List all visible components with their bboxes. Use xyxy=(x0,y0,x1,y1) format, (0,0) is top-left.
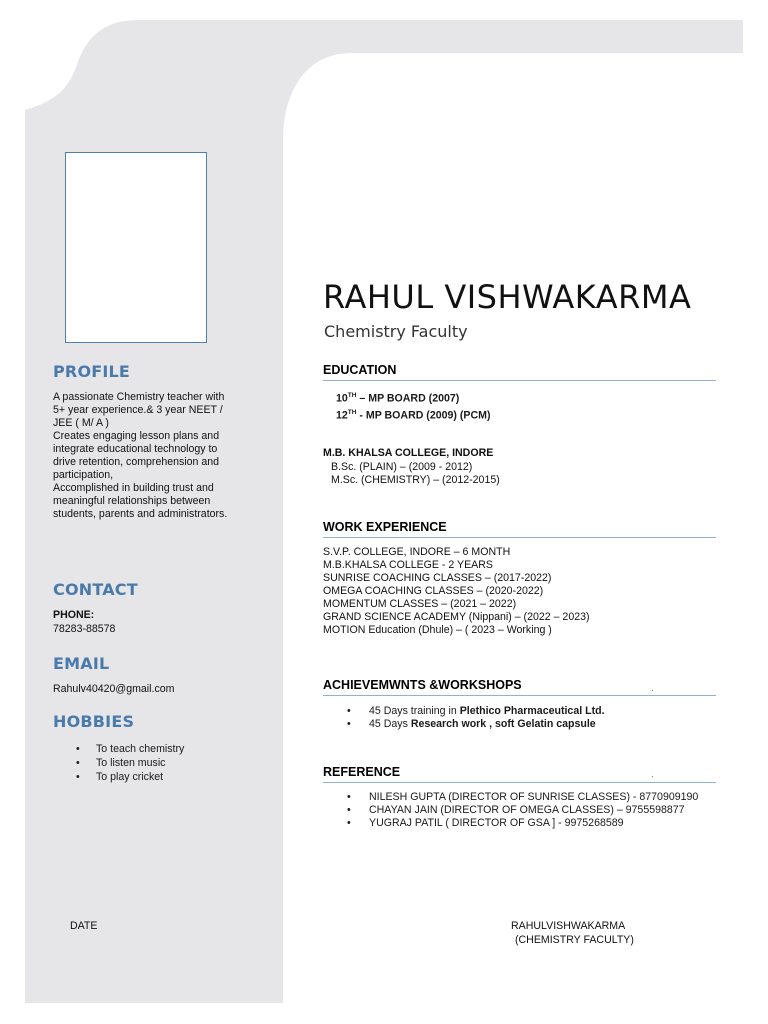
signature-role: (CHEMISTRY FACULTY) xyxy=(515,934,634,946)
profile-line: Accomplished in building trust and xyxy=(53,482,214,494)
hobbies-list xyxy=(72,742,184,784)
hobby-item: • To listen music xyxy=(72,756,184,770)
college-name: M.B. KHALSA COLLEGE, INDORE xyxy=(323,447,494,459)
work-item: MOMENTUM CLASSES – (2021 – 2022) xyxy=(323,598,517,610)
reference-heading: REFERENCE xyxy=(323,765,716,783)
achievement-item: • 45 Days Research work , soft Gelatin capsule xyxy=(345,718,605,731)
school-list xyxy=(336,389,490,422)
candidate-name: RAHUL VISHWAKARMA xyxy=(323,278,692,316)
profile-line: students, parents and administrators. xyxy=(53,508,228,520)
work-item: SUNRISE COACHING CLASSES – (2017-2022) xyxy=(323,572,552,584)
photo-placeholder xyxy=(65,152,207,343)
profile-line: 5+ year experience.& 3 year NEET / xyxy=(53,404,223,416)
work-item: OMEGA COACHING CLASSES – (2020-2022) xyxy=(323,585,544,597)
email-heading: EMAIL xyxy=(53,654,110,673)
profile-line: drive retention, comprehension and xyxy=(53,456,220,468)
hobby-item: • To play cricket xyxy=(72,770,184,784)
profile-line: JEE ( M/ A ) xyxy=(53,417,109,429)
work-list xyxy=(323,546,590,637)
work-heading: WORK EXPERIENCE xyxy=(323,520,716,538)
degree-item: M.Sc. (CHEMISTRY) – (2012-2015) xyxy=(331,474,500,486)
profile-heading: PROFILE xyxy=(53,362,131,381)
contact-heading: CONTACT xyxy=(53,580,138,599)
hobby-item: • To teach chemistry xyxy=(72,742,184,756)
phone-label: PHONE: xyxy=(53,609,95,621)
date-label: DATE xyxy=(70,920,98,932)
work-item: M.B.KHALSA COLLEGE - 2 YEARS xyxy=(323,559,493,571)
email-address[interactable]: Rahulv40420@gmail.com xyxy=(53,683,175,695)
school-item: 10TH – MP BOARD (2007) xyxy=(336,392,460,405)
reference-item: • CHAYAN JAIN (DIRECTOR OF OMEGA CLASSES) – 9755598877 xyxy=(345,804,698,817)
signature-name: RAHULVISHWAKARMA xyxy=(511,920,626,932)
achievements-list xyxy=(345,705,605,731)
work-item: GRAND SCIENCE ACADEMY (Nippani) – (2022 – 2023) xyxy=(323,611,590,623)
job-title: Chemistry Faculty xyxy=(324,322,468,341)
reference-item: • YUGRAJ PATIL ( DIRECTOR OF GSA ] - 9975268589 xyxy=(345,817,698,830)
achievement-item: • 45 Days training in Plethico Pharmaceutical Ltd. xyxy=(345,705,605,718)
education-heading: EDUCATION xyxy=(323,363,716,381)
profile-line: A passionate Chemistry teacher with xyxy=(53,391,225,403)
degree-list xyxy=(331,461,500,487)
degree-item: B.Sc. (PLAIN) – (2009 - 2012) xyxy=(331,461,473,473)
profile-text xyxy=(53,391,268,521)
profile-line: meaningful relationships between xyxy=(53,495,211,507)
reference-marker: . xyxy=(651,769,654,780)
work-item: S.V.P. COLLEGE, INDORE – 6 MONTH xyxy=(323,546,511,558)
phone-number[interactable]: 78283-88578 xyxy=(53,623,116,635)
reference-list xyxy=(345,791,698,830)
reference-item: • NILESH GUPTA (DIRECTOR OF SUNRISE CLASSES) - 8770909190 xyxy=(345,791,698,804)
achievements-heading: ACHIEVEMWNTS &WORKSHOPS xyxy=(323,678,716,696)
profile-line: participation, xyxy=(53,469,114,481)
hobbies-heading: HOBBIES xyxy=(53,712,135,731)
work-item: MOTION Education (Dhule) – ( 2023 – Working ) xyxy=(323,624,552,636)
profile-line: Creates engaging lesson plans and xyxy=(53,430,220,442)
achievements-marker: . xyxy=(651,683,654,694)
profile-line: integrate educational technology to xyxy=(53,443,218,455)
school-item: 12TH - MP BOARD (2009) (PCM) xyxy=(336,408,491,422)
